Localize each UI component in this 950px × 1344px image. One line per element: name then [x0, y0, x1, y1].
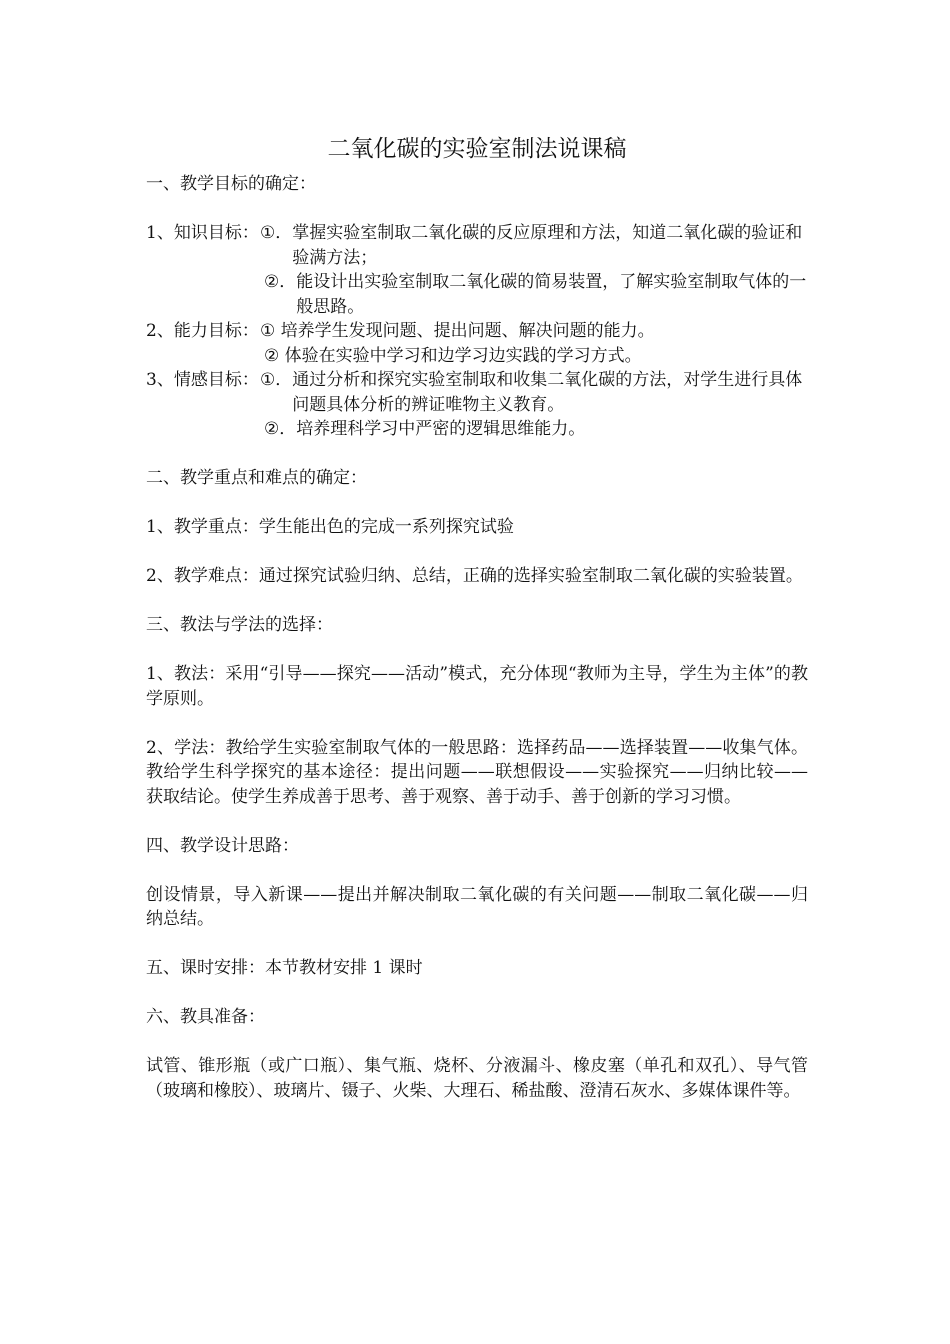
goal-ability	[146, 319, 808, 344]
blank-line	[146, 197, 808, 222]
blank-line	[146, 589, 808, 614]
blank-line	[146, 442, 808, 467]
item-text: 掌握实验室制取二氧化碳的反应原理和方法，知道二氧化碳的验证和验满方法；	[292, 223, 803, 268]
blank-line	[146, 711, 808, 736]
item-text: 培养理科学习中严密的逻辑思维能力。	[296, 419, 586, 439]
teaching-difficulty: 2、教学难点：通过探究试验归纳、总结，正确的选择实验室制取二氧化碳的实验装置。	[146, 566, 803, 586]
goal-emotion-item-2	[264, 417, 808, 442]
item-marker: ②	[264, 345, 285, 366]
item-marker: ②．	[264, 419, 297, 439]
goal-ability-item-2	[264, 344, 808, 369]
item-marker: ①．	[260, 223, 293, 243]
goal-emotion-row-2	[146, 417, 808, 442]
blank-line	[146, 540, 808, 565]
blank-line	[146, 932, 808, 957]
goal-ability-label: 2、能力目标：	[146, 321, 259, 341]
blank-line	[146, 491, 808, 516]
goal-knowledge-row-2	[146, 270, 808, 319]
section-6-heading: 六、教具准备：	[146, 1007, 265, 1027]
goal-emotion-label: 3、情感目标：	[146, 370, 259, 390]
section-3-heading: 三、教法与学法的选择：	[146, 615, 333, 635]
goal-knowledge-item-2	[264, 270, 808, 319]
item-marker: ②．	[264, 272, 297, 292]
item-text: 通过分析和探究实验室制取和收集二氧化碳的方法，对学生进行具体问题具体分析的辨证唯物主义教育。	[292, 370, 803, 415]
blank-line	[146, 809, 808, 834]
blank-line	[146, 638, 808, 663]
item-marker: ①．	[260, 370, 293, 390]
section-5-text: 五、课时安排：本节教材安排 1 课时	[146, 958, 423, 978]
goal-ability-row-2	[146, 344, 808, 369]
section-2-heading: 二、教学重点和难点的确定：	[146, 468, 367, 488]
learning-method: 2、学法：教给学生实验室制取气体的一般思路：选择药品——选择装置——收集气体。教给学生科学探究的基本途径：提出问题——联想假设——实验探究——归纳比较——获取结论。使学生养成善于思考、善于观察、善于动手、善于创新的学习习惯。	[146, 737, 808, 807]
goal-knowledge	[146, 221, 808, 270]
goal-knowledge-item-1	[260, 221, 808, 270]
goal-emotion-item-1	[260, 368, 808, 417]
item-text: 能设计出实验室制取二氧化碳的简易装置，了解实验室制取气体的一般思路。	[296, 272, 807, 317]
goal-ability-item-1	[260, 319, 808, 344]
item-text: 培养学生发现问题、提出问题、解决问题的能力。	[280, 321, 655, 341]
item-marker: ①	[260, 321, 281, 341]
section-1-heading: 一、教学目标的确定：	[146, 174, 316, 194]
goal-knowledge-label: 1、知识目标：	[146, 223, 259, 243]
design-idea: 创设情景，导入新课——提出并解决制取二氧化碳的有关问题——制取二氧化碳——归纳总结。	[146, 884, 808, 929]
teaching-method: 1、教法：采用“引导——探究——活动”模式，充分体现“教师为主导，学生为主体”的教学原则。	[146, 664, 808, 709]
blank-line	[146, 981, 808, 1006]
item-text: 体验在实验中学习和边学习边实践的学习方式。	[284, 345, 642, 366]
blank-line	[146, 1030, 808, 1055]
document-title: 二氧化碳的实验室制法说课稿	[327, 136, 627, 162]
teaching-focus: 1、教学重点：学生能出色的完成一系列探究试验	[146, 517, 514, 537]
goal-emotion	[146, 368, 808, 417]
section-4-heading: 四、教学设计思路：	[146, 835, 299, 856]
teaching-aids: 试管、锥形瓶（或广口瓶）、集气瓶、烧杯、分液漏斗、橡皮塞（单孔和双孔）、导气管（玻璃和橡胶）、玻璃片、镊子、火柴、大理石、稀盐酸、澄清石灰水、多媒体课件等。	[146, 1056, 808, 1101]
blank-line	[146, 858, 808, 883]
